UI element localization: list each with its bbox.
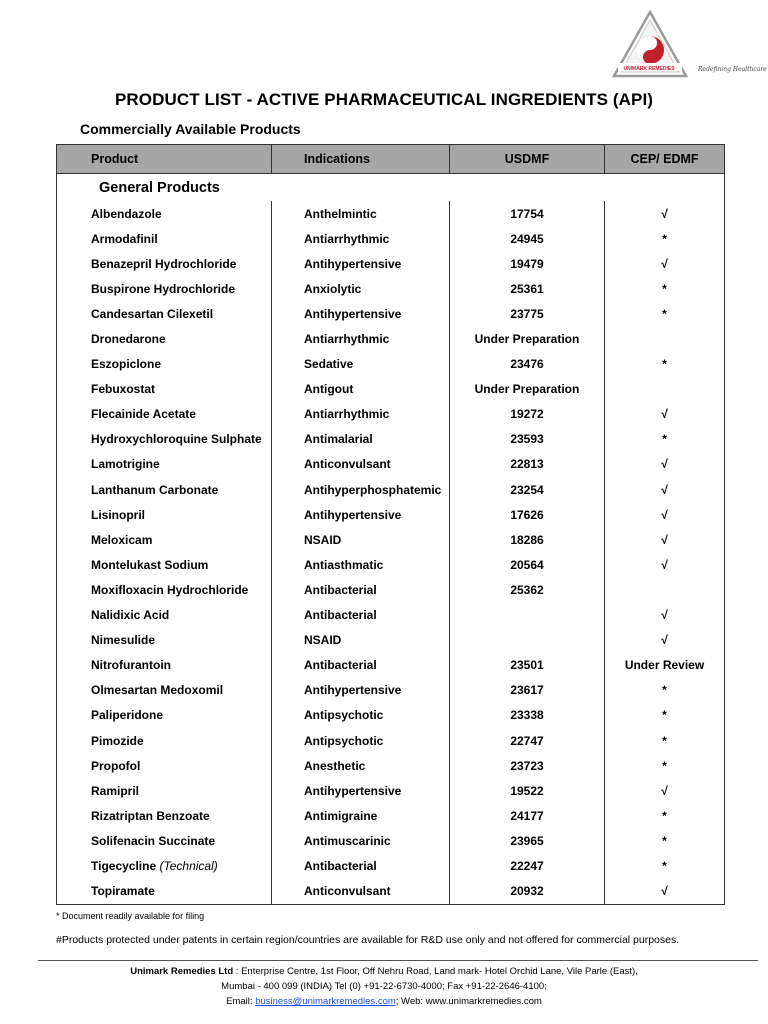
product-name: Febuxostat bbox=[57, 377, 272, 402]
indication: Antimalarial bbox=[272, 427, 450, 452]
product-name: Nitrofurantoin bbox=[57, 653, 272, 678]
group-row bbox=[57, 174, 725, 202]
indication: Antibacterial bbox=[272, 577, 450, 602]
cep-edmf-value: √ bbox=[605, 552, 725, 577]
product-name: Lamotrigine bbox=[57, 452, 272, 477]
usdmf-value bbox=[450, 603, 605, 628]
table-row bbox=[57, 753, 725, 778]
product-name: Moxifloxacin Hydrochloride bbox=[57, 577, 272, 602]
usdmf-value: 23593 bbox=[450, 427, 605, 452]
cep-edmf-value: * bbox=[605, 803, 725, 828]
usdmf-value: 23775 bbox=[450, 301, 605, 326]
table-row bbox=[57, 251, 725, 276]
indication: Antihypertensive bbox=[272, 678, 450, 703]
cep-edmf-value bbox=[605, 577, 725, 602]
table-row bbox=[57, 678, 725, 703]
table-row bbox=[57, 628, 725, 653]
usdmf-value: 23476 bbox=[450, 352, 605, 377]
indication: Antiasthmatic bbox=[272, 552, 450, 577]
table-row bbox=[57, 301, 725, 326]
company-name: Unimark Remedies Ltd bbox=[130, 966, 234, 977]
usdmf-value: 18286 bbox=[450, 527, 605, 552]
group-label: General Products bbox=[57, 174, 725, 202]
product-name: Albendazole bbox=[57, 201, 272, 226]
indication: Anesthetic bbox=[272, 753, 450, 778]
indication: Antimuscarinic bbox=[272, 828, 450, 853]
indication: Antigout bbox=[272, 377, 450, 402]
footer-divider bbox=[38, 960, 758, 961]
usdmf-value: 24945 bbox=[450, 226, 605, 251]
table-row bbox=[57, 452, 725, 477]
cep-edmf-value: * bbox=[605, 276, 725, 301]
table-row bbox=[57, 828, 725, 853]
footer-line-1 bbox=[0, 964, 768, 979]
page-title: PRODUCT LIST - ACTIVE PHARMACEUTICAL INGREDIENTS (API) bbox=[114, 90, 654, 109]
usdmf-value: 19272 bbox=[450, 402, 605, 427]
product-name: Flecainide Acetate bbox=[57, 402, 272, 427]
usdmf-value: 23338 bbox=[450, 703, 605, 728]
product-name: Ramipril bbox=[57, 778, 272, 803]
cep-edmf-value: √ bbox=[605, 527, 725, 552]
indication: NSAID bbox=[272, 628, 450, 653]
table-row bbox=[57, 703, 725, 728]
cep-edmf-value: * bbox=[605, 753, 725, 778]
indication: Anticonvulsant bbox=[272, 452, 450, 477]
indication: Antihypertensive bbox=[272, 251, 450, 276]
table-row bbox=[57, 552, 725, 577]
table-row bbox=[57, 326, 725, 351]
email-label: Email: bbox=[226, 996, 256, 1007]
table-row bbox=[57, 653, 725, 678]
product-name: Montelukast Sodium bbox=[57, 552, 272, 577]
cep-edmf-value: √ bbox=[605, 477, 725, 502]
cep-edmf-value: √ bbox=[605, 628, 725, 653]
table-row bbox=[57, 427, 725, 452]
product-name: Candesartan Cilexetil bbox=[57, 301, 272, 326]
indication: Antipsychotic bbox=[272, 703, 450, 728]
indication: Antibacterial bbox=[272, 653, 450, 678]
header-indications: Indications bbox=[272, 145, 450, 174]
header-product: Product bbox=[57, 145, 272, 174]
indication: Antihypertensive bbox=[272, 502, 450, 527]
product-name: Topiramate bbox=[57, 879, 272, 905]
usdmf-value: 23617 bbox=[450, 678, 605, 703]
patent-note: #Products protected under patents in certain region/countries are available for R&D use only and not offered for commercial purposes. bbox=[56, 934, 680, 946]
table-row bbox=[57, 477, 725, 502]
indication: Antibacterial bbox=[272, 603, 450, 628]
cep-edmf-value: √ bbox=[605, 879, 725, 905]
page-subtitle: Commercially Available Products bbox=[80, 121, 301, 137]
usdmf-value: 17626 bbox=[450, 502, 605, 527]
usdmf-value: 19479 bbox=[450, 251, 605, 276]
cep-edmf-value: √ bbox=[605, 502, 725, 527]
usdmf-value: 23254 bbox=[450, 477, 605, 502]
product-name: Lanthanum Carbonate bbox=[57, 477, 272, 502]
filing-note: * Document readily available for filing bbox=[56, 911, 205, 921]
usdmf-value: 17754 bbox=[450, 201, 605, 226]
indication: Antiarrhythmic bbox=[272, 402, 450, 427]
product-name: Eszopiclone bbox=[57, 352, 272, 377]
technical-note: (Technical) bbox=[156, 858, 218, 873]
usdmf-value: 22813 bbox=[450, 452, 605, 477]
product-name: Olmesartan Medoxomil bbox=[57, 678, 272, 703]
usdmf-value bbox=[450, 628, 605, 653]
product-name: Dronedarone bbox=[57, 326, 272, 351]
web-text: ; Web: www.unimarkremedies.com bbox=[395, 996, 542, 1007]
cep-edmf-value bbox=[605, 377, 725, 402]
product-name: Buspirone Hydrochloride bbox=[57, 276, 272, 301]
product-name: Solifenacin Succinate bbox=[57, 828, 272, 853]
usdmf-value: 25361 bbox=[450, 276, 605, 301]
cep-edmf-value: √ bbox=[605, 402, 725, 427]
indication: Antipsychotic bbox=[272, 728, 450, 753]
cep-edmf-value: * bbox=[605, 427, 725, 452]
table-row bbox=[57, 778, 725, 803]
footer bbox=[0, 964, 768, 1009]
cep-edmf-value: √ bbox=[605, 251, 725, 276]
header-usdmf: USDMF bbox=[450, 145, 605, 174]
indication: Antiarrhythmic bbox=[272, 326, 450, 351]
usdmf-value: 23723 bbox=[450, 753, 605, 778]
indication: NSAID bbox=[272, 527, 450, 552]
usdmf-value: 22247 bbox=[450, 853, 605, 878]
cep-edmf-value bbox=[605, 326, 725, 351]
usdmf-value: 22747 bbox=[450, 728, 605, 753]
usdmf-value: 20932 bbox=[450, 879, 605, 905]
table-row bbox=[57, 577, 725, 602]
cep-edmf-value: √ bbox=[605, 603, 725, 628]
email-link[interactable]: business@unimarkremedies.com bbox=[255, 996, 396, 1007]
table-header-row bbox=[57, 145, 725, 174]
cep-edmf-value: √ bbox=[605, 452, 725, 477]
product-name: Pimozide bbox=[57, 728, 272, 753]
cep-edmf-value: * bbox=[605, 301, 725, 326]
cep-edmf-value: * bbox=[605, 352, 725, 377]
usdmf-value: 23965 bbox=[450, 828, 605, 853]
address-line-2: Mumbai - 400 099 (INDIA) Tel (0) +91-22-6730-4000; Fax +91-22-2646-4100; bbox=[221, 981, 547, 992]
usdmf-value: 20564 bbox=[450, 552, 605, 577]
cep-edmf-value: * bbox=[605, 728, 725, 753]
product-name: Benazepril Hydrochloride bbox=[57, 251, 272, 276]
usdmf-value: Under Preparation bbox=[450, 326, 605, 351]
product-name: Nimesulide bbox=[57, 628, 272, 653]
cep-edmf-value: * bbox=[605, 678, 725, 703]
cep-edmf-value: * bbox=[605, 226, 725, 251]
cep-edmf-value: Under Review bbox=[605, 653, 725, 678]
table-row bbox=[57, 803, 725, 828]
indication: Antimigraine bbox=[272, 803, 450, 828]
product-name: Rizatriptan Benzoate bbox=[57, 803, 272, 828]
usdmf-value: 19522 bbox=[450, 778, 605, 803]
product-name: Paliperidone bbox=[57, 703, 272, 728]
cep-edmf-value: * bbox=[605, 703, 725, 728]
table-row bbox=[57, 377, 725, 402]
table-row bbox=[57, 527, 725, 552]
table-row bbox=[57, 728, 725, 753]
table-row bbox=[57, 352, 725, 377]
indication: Antibacterial bbox=[272, 853, 450, 878]
product-name: Nalidixic Acid bbox=[57, 603, 272, 628]
cep-edmf-value: * bbox=[605, 828, 725, 853]
footer-line-3 bbox=[0, 994, 768, 1009]
table-row bbox=[57, 853, 725, 878]
table-row bbox=[57, 201, 725, 226]
table-row bbox=[57, 276, 725, 301]
logo-name: UNIMARK REMEDIES bbox=[623, 66, 675, 72]
indication: Sedative bbox=[272, 352, 450, 377]
product-name: Hydroxychloroquine Sulphate bbox=[57, 427, 272, 452]
product-name: Meloxicam bbox=[57, 527, 272, 552]
table-row bbox=[57, 879, 725, 905]
indication: Antiarrhythmic bbox=[272, 226, 450, 251]
product-table bbox=[56, 144, 725, 905]
usdmf-value: 23501 bbox=[450, 653, 605, 678]
product-name: Propofol bbox=[57, 753, 272, 778]
company-logo bbox=[612, 8, 767, 88]
address-line-1: : Enterprise Centre, 1st Floor, Off Nehru Road, Land mark- Hotel Orchid Lane, Vile Parle (East), bbox=[235, 966, 638, 977]
indication: Antihypertensive bbox=[272, 301, 450, 326]
indication: Antihypertensive bbox=[272, 778, 450, 803]
usdmf-value: 24177 bbox=[450, 803, 605, 828]
usdmf-value: Under Preparation bbox=[450, 377, 605, 402]
indication: Anxiolytic bbox=[272, 276, 450, 301]
table-row bbox=[57, 603, 725, 628]
product-name: Armodafinil bbox=[57, 226, 272, 251]
cep-edmf-value: √ bbox=[605, 778, 725, 803]
usdmf-value: 25362 bbox=[450, 577, 605, 602]
indication: Anticonvulsant bbox=[272, 879, 450, 905]
logo-tagline: Redefining Healthcare bbox=[698, 66, 767, 73]
cep-edmf-value: * bbox=[605, 853, 725, 878]
product-name: Lisinopril bbox=[57, 502, 272, 527]
indication: Anthelmintic bbox=[272, 201, 450, 226]
table-row bbox=[57, 402, 725, 427]
table-row bbox=[57, 502, 725, 527]
cep-edmf-value: √ bbox=[605, 201, 725, 226]
header-cep-edmf: CEP/ EDMF bbox=[605, 145, 725, 174]
product-name: Tigecycline (Technical) bbox=[57, 853, 272, 878]
table-row bbox=[57, 226, 725, 251]
indication: Antihyperphosphatemic bbox=[272, 477, 450, 502]
